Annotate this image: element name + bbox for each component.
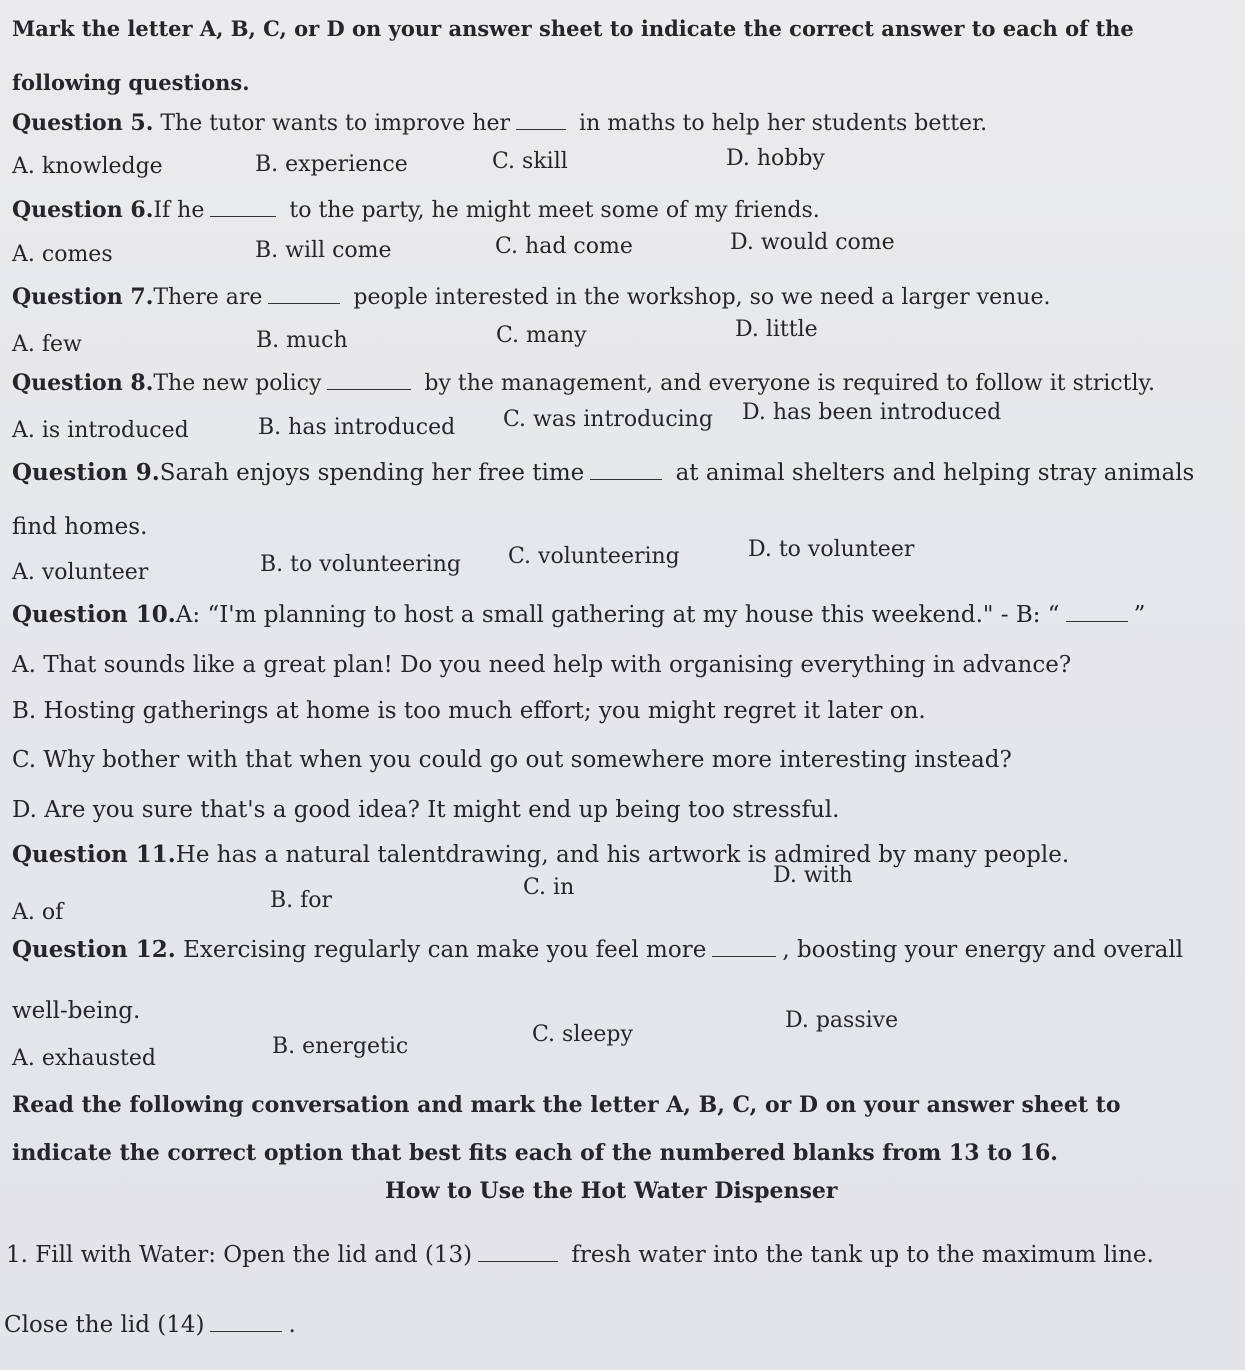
question-5-stem-end: in maths to help her students better. xyxy=(579,111,988,136)
question-6 xyxy=(12,195,820,226)
question-11 xyxy=(12,840,1069,870)
question-12-option-a[interactable]: A. exhausted xyxy=(12,1046,156,1071)
question-9-label: Question 9. xyxy=(12,459,160,486)
reading-step-1 xyxy=(6,1240,1154,1270)
question-10-option-b[interactable]: B. Hosting gatherings at home is too much effort; you might regret it later on. xyxy=(12,698,926,724)
reading-title: How to Use the Hot Water Dispenser xyxy=(385,1178,838,1204)
question-7-stem-end: people interested in the workshop, so we need a larger venue. xyxy=(353,285,1051,310)
question-9-stem-start: Sarah enjoys spending her free time xyxy=(159,460,585,486)
question-11-option-d[interactable]: D. with xyxy=(773,863,853,888)
reading-step-1-period: . xyxy=(288,1312,296,1338)
question-5-option-d[interactable]: D. hobby xyxy=(726,146,825,171)
question-8-stem-start: The new policy xyxy=(153,371,322,396)
question-11-option-a[interactable]: A. of xyxy=(12,900,64,925)
question-12-stem-end: , boosting your energy and overall xyxy=(782,937,1184,963)
question-10-option-c[interactable]: C. Why bother with that when you could go out somewhere more interesting instead? xyxy=(12,747,1012,773)
question-9-stem-end: at animal shelters and helping stray animals xyxy=(675,460,1195,486)
reading-blank-14 xyxy=(210,1330,282,1332)
question-12-option-b[interactable]: B. energetic xyxy=(272,1034,409,1059)
question-8 xyxy=(12,368,1155,399)
reading-step-1-close-lid: Close the lid (14) xyxy=(4,1312,205,1338)
question-10-label: Question 10. xyxy=(12,601,176,628)
question-8-blank xyxy=(327,388,411,390)
question-6-stem-end: to the party, he might meet some of my friends. xyxy=(289,198,820,223)
question-5-option-b[interactable]: B. experience xyxy=(255,152,408,177)
question-11-option-b[interactable]: B. for xyxy=(270,888,333,913)
question-10-option-a[interactable]: A. That sounds like a great plan! Do you need help with organising everything in advance? xyxy=(12,652,1072,678)
question-6-option-d[interactable]: D. would come xyxy=(730,230,895,255)
question-8-option-d[interactable]: D. has been introduced xyxy=(742,400,1002,425)
question-10-option-d[interactable]: D. Are you sure that's a good idea? It might end up being too stressful. xyxy=(12,797,840,823)
question-6-option-b[interactable]: B. will come xyxy=(255,238,392,263)
question-12-option-d[interactable]: D. passive xyxy=(785,1008,899,1033)
question-5-option-a[interactable]: A. knowledge xyxy=(12,154,163,179)
question-9-option-d[interactable]: D. to volunteer xyxy=(748,537,915,562)
question-6-blank xyxy=(210,215,276,217)
reading-instructions-line-1: Read the following conversation and mark the letter A, B, C, or D on your answer sheet to xyxy=(12,1092,1121,1118)
question-7-option-a[interactable]: A. few xyxy=(12,332,82,357)
reading-step-1-start: 1. Fill with Water: Open the lid and (13) xyxy=(6,1242,473,1268)
question-7 xyxy=(12,282,1050,313)
question-7-option-d[interactable]: D. little xyxy=(735,317,818,342)
question-7-option-b[interactable]: B. much xyxy=(256,328,348,353)
reading-step-1-end: fresh water into the tank up to the maximum line. xyxy=(571,1242,1154,1268)
question-7-label: Question 7. xyxy=(12,284,154,310)
question-7-blank xyxy=(268,302,340,304)
instructions-line-2: following questions. xyxy=(12,70,250,95)
question-6-option-c[interactable]: C. had come xyxy=(495,234,633,259)
reading-step-1-continuation xyxy=(4,1310,296,1340)
question-12-stem-start: Exercising regularly can make you feel more xyxy=(183,937,707,963)
question-9-option-c[interactable]: C. volunteering xyxy=(508,544,680,569)
question-8-stem-end: by the management, and everyone is required to follow it strictly. xyxy=(424,371,1155,396)
question-12 xyxy=(12,935,1183,965)
question-9-option-b[interactable]: B. to volunteering xyxy=(260,552,461,577)
question-7-option-c[interactable]: C. many xyxy=(496,323,587,348)
question-6-stem-start: If he xyxy=(153,198,205,223)
question-12-blank xyxy=(712,955,776,957)
question-6-option-a[interactable]: A. comes xyxy=(12,242,113,267)
reading-blank-13 xyxy=(478,1260,558,1262)
question-12-continuation: well-being. xyxy=(12,998,141,1024)
question-7-stem-start: There are xyxy=(153,285,263,310)
question-11-stem: He has a natural talentdrawing, and his artwork is admired by many people. xyxy=(175,842,1070,868)
question-12-option-c[interactable]: C. sleepy xyxy=(532,1022,633,1047)
question-11-label: Question 11. xyxy=(12,841,176,868)
question-11-option-c[interactable]: C. in xyxy=(523,875,575,900)
question-5-option-c[interactable]: C. skill xyxy=(492,149,568,174)
question-5-stem-start: The tutor wants to improve her xyxy=(160,111,511,136)
question-10 xyxy=(12,600,1145,630)
question-5 xyxy=(12,108,987,139)
question-10-close-quote: ” xyxy=(1133,602,1146,628)
question-8-label: Question 8. xyxy=(12,370,154,396)
question-8-option-a[interactable]: A. is introduced xyxy=(12,418,189,443)
question-5-blank xyxy=(516,128,566,130)
question-9 xyxy=(12,458,1194,488)
question-5-label: Question 5. xyxy=(12,110,154,136)
instructions-line-1: Mark the letter A, B, C, or D on your answer sheet to indicate the correct answer to each of the xyxy=(12,16,1134,41)
question-10-stem: A: “I'm planning to host a small gathering at my house this weekend." - B: “ xyxy=(175,602,1060,628)
question-6-label: Question 6. xyxy=(12,197,154,223)
question-12-label: Question 12. xyxy=(12,936,176,963)
question-10-blank xyxy=(1066,620,1128,622)
reading-instructions-line-2: indicate the correct option that best fits each of the numbered blanks from 13 to 16. xyxy=(12,1140,1058,1166)
question-9-blank xyxy=(590,478,662,480)
question-8-option-b[interactable]: B. has introduced xyxy=(258,415,456,440)
question-9-continuation: find homes. xyxy=(12,514,148,540)
question-9-option-a[interactable]: A. volunteer xyxy=(12,560,149,585)
question-8-option-c[interactable]: C. was introducing xyxy=(503,407,713,432)
